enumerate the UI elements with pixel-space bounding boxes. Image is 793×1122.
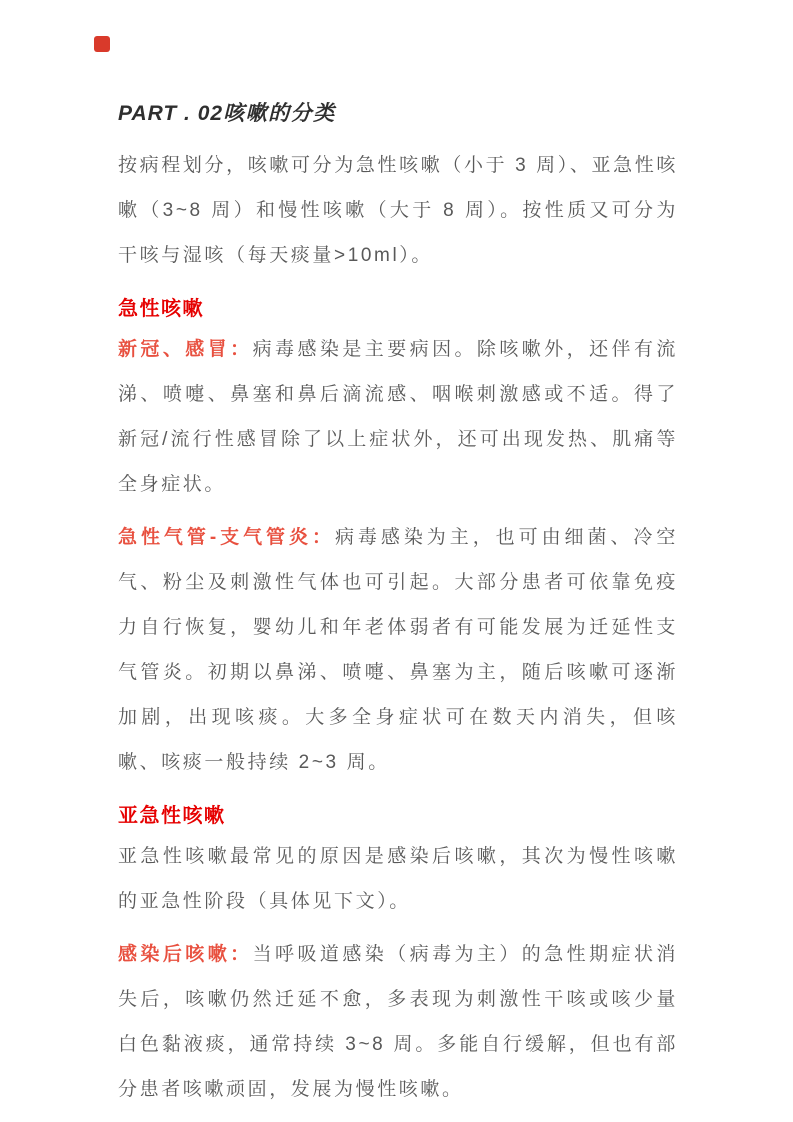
red-square-marker [94, 36, 110, 52]
section-heading-acute-cough: 急性咳嗽 [118, 298, 204, 320]
paragraph-acute-bronchitis [118, 515, 678, 785]
article-body [118, 97, 678, 1120]
paragraph-label-acute-bronchitis: 急性气管-支气管炎： [118, 527, 335, 548]
paragraph-post-infection-cough [118, 932, 678, 1112]
paragraph-covid-cold [118, 327, 678, 507]
page-title-text: 咳嗽的分类 [223, 102, 336, 125]
paragraph-text-covid-cold: 病毒感染是主要病因。除咳嗽外，还伴有流涕、喷嚏、鼻塞和鼻后滴流感、咽喉刺激感或不适。得了新冠/流行性感冒除了以上症状外，还可出现发热、肌痛等全身症状。 [118, 339, 678, 495]
paragraph-text-post-infection-cough: 当呼吸道感染（病毒为主）的急性期症状消失后，咳嗽仍然迁延不愈，多表现为刺激性干咳或咳少量白色黏液痰，通常持续 3~8 周。多能自行缓解，但也有部分患者咳嗽顽固，发展为慢性咳嗽。 [118, 944, 678, 1100]
paragraph-subacute-overview [118, 834, 678, 924]
paragraph-label-post-infection-cough: 感染后咳嗽： [118, 944, 253, 965]
section-heading-subacute-cough: 亚急性咳嗽 [118, 805, 226, 827]
paragraph-label-covid-cold: 新冠、感冒： [118, 339, 253, 360]
intro-paragraph: 按病程划分，咳嗽可分为急性咳嗽（小于 3 周）、亚急性咳嗽（3~8 周）和慢性咳嗽（大于 8 周）。按性质又可分为干咳与湿咳（每天痰量>10ml）。 [118, 155, 678, 266]
page-title-part-number: PART . 02 [118, 102, 224, 125]
page-title [118, 97, 678, 127]
paragraph-text-subacute-overview: 亚急性咳嗽最常见的原因是感染后咳嗽，其次为慢性咳嗽的亚急性阶段（具体见下文）。 [118, 846, 678, 912]
paragraph-text-acute-bronchitis: 病毒感染为主，也可由细菌、冷空气、粉尘及刺激性气体也可引起。大部分患者可依靠免疫力自行恢复，婴幼儿和年老体弱者有可能发展为迁延性支气管炎。初期以鼻涕、喷嚏、鼻塞为主，随后咳嗽可逐渐加剧，出现咳痰。大多全身症状可在数天内消失，但咳嗽、咳痰一般持续 2~3 周。 [118, 527, 678, 773]
